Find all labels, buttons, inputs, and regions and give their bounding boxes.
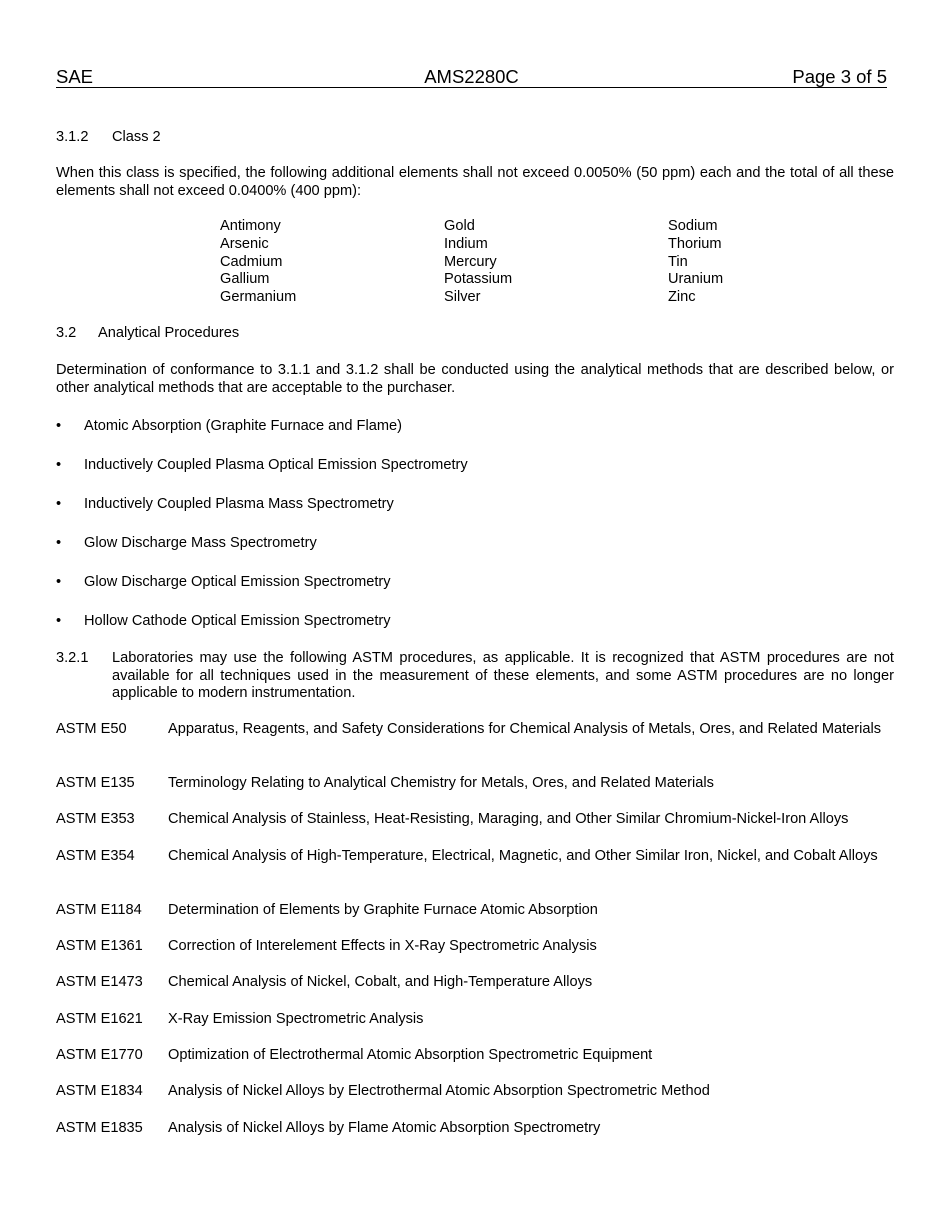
bullet-icon: • <box>56 496 62 512</box>
astm-title: Chemical Analysis of Nickel, Cobalt, and High-Temperature Alloys <box>168 974 593 990</box>
astm-title: Terminology Relating to Analytical Chemistry for Metals, Ores, and Related Materials <box>168 775 714 791</box>
method-label: Inductively Coupled Plasma Mass Spectrometry <box>84 496 394 512</box>
element-column-2 <box>444 218 512 307</box>
astm-code: ASTM E1361 <box>56 938 143 954</box>
astm-code: ASTM E135 <box>56 775 135 791</box>
astm-code: ASTM E1834 <box>56 1083 143 1099</box>
section-number-3-2-1: 3.2.1 <box>56 650 89 666</box>
element-item: Gallium <box>220 271 270 288</box>
astm-intro-paragraph: Laboratories may use the following ASTM procedures, as applicable. It is recognized that ASTM procedures are not available for all techniques used in the measurement of these elements, and some ASTM procedures are no longer applicable to modern instrumentation. <box>112 650 894 701</box>
astm-title: Apparatus, Reagents, and Safety Considerations for Chemical Analysis of Metals, Ores, and Related Materials <box>168 721 882 737</box>
method-label: Atomic Absorption (Graphite Furnace and Flame) <box>84 418 402 434</box>
section-heading-3-1-2 <box>56 129 161 147</box>
element-column-1 <box>220 218 296 307</box>
astm-title: Analysis of Nickel Alloys by Flame Atomic Absorption Spectrometry <box>168 1120 601 1136</box>
section-title: Class 2 <box>112 129 161 145</box>
element-item: Sodium <box>668 218 718 234</box>
bullet-icon: • <box>56 418 62 434</box>
element-item: Tin <box>668 253 688 270</box>
element-item: Antimony <box>220 218 281 234</box>
bullet-icon: • <box>56 535 62 551</box>
astm-code: ASTM E1184 <box>56 902 142 918</box>
astm-code: ASTM E1770 <box>56 1047 143 1063</box>
bullet-icon: • <box>56 613 62 629</box>
element-item: Gold <box>444 218 475 234</box>
analytical-procedures-paragraph: Determination of conformance to 3.1.1 and 3.1.2 shall be conducted using the analytical methods that are described below, or other analytical methods that are acceptable to the purchaser. <box>56 362 894 396</box>
bullet-icon: • <box>56 457 62 473</box>
method-label: Glow Discharge Optical Emission Spectrometry <box>84 574 391 590</box>
method-label: Inductively Coupled Plasma Optical Emission Spectrometry <box>84 457 468 473</box>
astm-title: Analysis of Nickel Alloys by Electrothermal Atomic Absorption Spectrometric Method <box>168 1083 710 1099</box>
astm-title: Optimization of Electrothermal Atomic Absorption Spectrometric Equipment <box>168 1047 653 1063</box>
element-column-3 <box>668 218 723 307</box>
element-item: Arsenic <box>220 235 269 252</box>
section-heading-3-2 <box>56 325 239 343</box>
element-item: Indium <box>444 235 488 252</box>
element-list <box>220 218 820 308</box>
astm-code: ASTM E354 <box>56 848 135 864</box>
element-item: Uranium <box>668 271 724 288</box>
method-label: Glow Discharge Mass Spectrometry <box>84 535 317 551</box>
section-number: 3.1.2 <box>56 129 89 145</box>
astm-code: ASTM E50 <box>56 721 127 737</box>
element-item: Potassium <box>444 271 513 288</box>
element-item: Thorium <box>668 235 722 252</box>
element-item: Zinc <box>668 289 696 306</box>
section-number: 3.2 <box>56 325 77 341</box>
astm-code: ASTM E1473 <box>56 974 143 990</box>
class-2-paragraph: When this class is specified, the following additional elements shall not exceed 0.0050% (50 ppm) each and the total of all these elements shall not exceed 0.0400% (400 ppm): <box>56 165 894 199</box>
header-organization: SAE <box>56 66 94 87</box>
section-title: Analytical Procedures <box>98 325 240 341</box>
element-item: Mercury <box>444 253 497 270</box>
header-page-number: Page 3 of 5 <box>792 66 887 87</box>
astm-code: ASTM E353 <box>56 811 135 827</box>
astm-code: ASTM E1621 <box>56 1011 143 1027</box>
element-item: Germanium <box>220 289 297 306</box>
astm-code: ASTM E1835 <box>56 1120 143 1136</box>
bullet-icon: • <box>56 574 62 590</box>
method-label: Hollow Cathode Optical Emission Spectrometry <box>84 613 391 629</box>
page-header <box>56 66 887 88</box>
astm-title: X-Ray Emission Spectrometric Analysis <box>168 1011 424 1027</box>
astm-title: Chemical Analysis of High-Temperature, Electrical, Magnetic, and Other Similar Iron, Nickel, and Cobalt Alloys <box>168 848 878 864</box>
astm-title: Chemical Analysis of Stainless, Heat-Resisting, Maraging, and Other Similar Chromium-Nickel-Iron Alloys <box>168 811 849 827</box>
header-document-number: AMS2280C <box>424 66 519 87</box>
astm-title: Correction of Interelement Effects in X-Ray Spectrometric Analysis <box>168 938 597 954</box>
astm-title: Determination of Elements by Graphite Furnace Atomic Absorption <box>168 902 598 918</box>
element-item: Cadmium <box>220 253 283 270</box>
element-item: Silver <box>444 289 481 306</box>
